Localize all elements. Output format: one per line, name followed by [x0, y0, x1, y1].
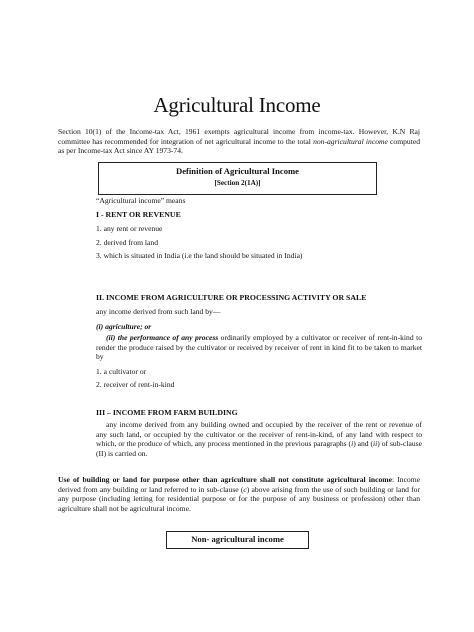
page-title: Agricultural Income [153, 93, 321, 117]
means-line: “Agricultural income” means [96, 196, 186, 205]
section2-line: any income derived from such land by— [96, 307, 221, 316]
note-bold: Use of building or land for purpose other than agriculture shall not constitute agricultural income [58, 475, 392, 484]
intro-paragraph [58, 127, 420, 156]
section2-sub-ii-text: ordinarily employed by a cultivator or receiver of rent-in-kind to render the produce raised by the cultivator or received by receiver of rent in kind fit to be taken to market by [96, 333, 422, 362]
section1-item: 2. derived from land [96, 238, 158, 247]
definition-box [98, 162, 377, 195]
section1-item: 1. any rent or revenue [96, 224, 163, 233]
section3-heading: III – INCOME FROM FARM BUILDING [96, 408, 238, 417]
section2-sub-ii-label: (ii) the performance of any process [106, 333, 219, 342]
intro-text: Section 10(1) of the Income-tax Act, 1961 exempts agricultural income from income-tax. However, K.N Raj committee has recommended for integration of net agricultural income to the total [58, 127, 420, 146]
non-agricultural-box-title: Non- agricultural income [191, 534, 284, 544]
section3-paragraph: any income derived from any building owned and occupied by the receiver of the rent or revenue of any such land, or occupied by the cultivator or the receiver of rent-in-kind, of any land with respect to which, or the produce of which, any process mentioned in the previous paragraphs (i) and (ii) of sub-clause (II) is carried on. [96, 420, 423, 458]
definition-box-title: Definition of Agricultural Income [176, 166, 299, 176]
section1-item: 3. which is situated in India (i.e the land should be situated in India) [96, 251, 303, 260]
section2-sub-ii [96, 333, 422, 362]
section2-item: 2. receiver of rent-in-kind [96, 380, 175, 389]
section2-heading: II. INCOME FROM AGRICULTURE OR PROCESSING ACTIVITY OR SALE [96, 293, 367, 302]
non-agricultural-box [166, 531, 309, 549]
section2-sub-i: (i) agriculture; or [96, 322, 152, 331]
definition-box-subtitle: [Section 2(1A)] [214, 179, 261, 187]
intro-italic: non-agricultural income [313, 136, 388, 146]
intro-text-end: computed as per Income-tax Act since AY 1973-74. [58, 136, 420, 156]
note-paragraph: Use of building or land for purpose other than agriculture shall not constitute agricultural income: Income derived from any building or land referred to in sub-clause (c) above arising from the use of such building or land for any purpose (including letting for residential purpose or for the purpose of any business or profession) other than agriculture shall not be agricultural income. [58, 475, 421, 513]
section1-heading: I - RENT OR REVENUE [96, 210, 181, 219]
section2-item: 1. a cultivator or [96, 367, 147, 376]
